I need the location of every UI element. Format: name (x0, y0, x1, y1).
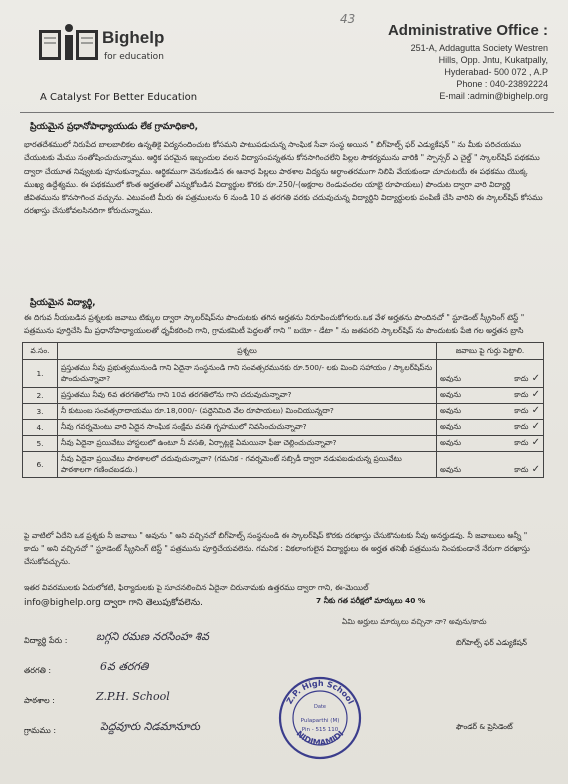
answer-yes-option[interactable]: అవును (440, 465, 462, 474)
student-name-label: విద్యార్థి పేరు : (24, 636, 68, 645)
marks-question: ఏమి అర్హులు మార్కులు వచ్చినా నా? అవును/కాదు (342, 617, 487, 626)
dear-student: ప్రియమైన విద్యార్థి, (30, 298, 96, 308)
office-phone: Phone : 040-23892224 (456, 79, 548, 89)
table-row (23, 452, 544, 478)
signatory-org: బిగ్‌హెల్ప్ ఫర్ ఎడ్యుకేషన్ (456, 638, 527, 647)
stamp-place: Pulaparthi (M) (300, 718, 340, 724)
office-address (338, 22, 548, 102)
col-question-header: ప్రశ్నలు (58, 343, 437, 360)
tagline: A Catalyst For Better Education (40, 92, 198, 103)
row-number: 5. (23, 436, 58, 452)
office-line1: 251-A, Addagutta Society Westren (410, 43, 548, 53)
row-answer (437, 436, 544, 452)
village-value: పెద్దవూరు నిడమానూరు (100, 720, 200, 733)
page-mark: 43 (340, 12, 356, 26)
row-number: 6. (23, 452, 58, 478)
answer-yes-option[interactable]: అవును (440, 406, 462, 415)
checkmark-icon: ✓ (528, 437, 540, 448)
row-number: 3. (23, 404, 58, 420)
stamp-top-text: Z.P. High School (284, 678, 356, 706)
col-answer-header: జవాబు పై గుర్తు పెట్టాలి. (437, 343, 544, 360)
office-line3: Hyderabad- 500 072 , A.P (444, 67, 548, 77)
row-question: నీవు ఏదైనా ప్రయివేటు హాస్టలులో ఉంటూ నీ వసతి, ఏర్పాట్లకై ఏమయినా ఫీజు చెల్లించుచున్నావా? (58, 436, 437, 452)
class-value: 6వ తరగతి (100, 660, 149, 673)
row-number: 1. (23, 360, 58, 388)
answer-yes-option[interactable]: అవును (440, 422, 462, 431)
student-name-value: బగ్గని రమణ నరసింహ శివ (96, 630, 209, 643)
checkmark-icon: ✓ (528, 464, 540, 475)
row-question: ప్రస్తుతము నీవు ప్రభుత్వమునుండి గాని ఏదైనా సంస్థనుండి గాని సంవత్సరమునకు రూ.500/- లకు మించి సహాయం / స్కాలర్‌షిప్‌ను పొందుచున్నావా? (58, 360, 437, 388)
school-label: పాఠశాల : (24, 696, 55, 705)
table-row (23, 436, 544, 452)
answer-no-option[interactable] (514, 390, 540, 401)
office-title: Administrative Office : (387, 22, 548, 39)
row-answer (437, 420, 544, 436)
answer-no-option[interactable] (514, 374, 540, 385)
row-answer (437, 404, 544, 420)
row-question: నీ కుటుంబ సంవత్సరాదాయము రూ.18,000/- (పద్దెనిమిది వేల రూపాయలు) మించియున్నదా? (58, 404, 437, 420)
salutation: ప్రియమైన ప్రధానోపాధ్యాయుడు లేక గ్రామాధికారి, (30, 122, 199, 132)
answer-no-label: కాదు (514, 438, 529, 447)
answer-no-label: కాదు (514, 374, 529, 383)
village-label: గ్రామము : (24, 726, 57, 735)
school-stamp (278, 676, 362, 760)
row-answer (437, 360, 544, 388)
stamp-bottom-text: NIDIMAMIDI (294, 729, 346, 748)
row-question: నీవు ఏదైనా ప్రయివేటు పాఠశాలలో చదువుచున్నావా? (గమనిక - గవర్నమెంట్ సబ్సిడీ ద్వారా నడుపబడుచున్న ప్రయివేటు పాఠశాలగా గణించబడదు.) (58, 452, 437, 478)
office-email: E-mail :admin@bighelp.org (439, 91, 548, 101)
col-number-header: వ.సం. (23, 343, 58, 360)
eligibility-table (22, 342, 544, 478)
table-header-row (23, 343, 544, 360)
table-row (23, 388, 544, 404)
school-value: Z.P.H. School (96, 690, 170, 703)
bighelp-logo (36, 20, 100, 68)
contact-paragraph: ఇతర వివరములకు ఏదులోకటి, ఫిర్యాదులకు పై సూచనలించిన ఏదైనా చిరునామకు ఉత్తరము ద్వారా గాని, ఈ-మెయిల్ (24, 583, 369, 592)
answer-no-label: కాదు (514, 390, 529, 399)
table-row (23, 360, 544, 388)
marks-note: 7 నీకు గత పరీక్షలో మార్కులు 40 % (316, 596, 426, 605)
checkmark-icon: ✓ (528, 373, 540, 384)
brand-subtitle: for education (104, 52, 164, 62)
brand-name: Bighelp (102, 28, 165, 47)
signatory-title: ఫౌండర్ & ప్రెసిడెంట్ (456, 722, 513, 731)
contact-email: info@bighelp.org ద్వారా గాని తెలుపుకోవలెను. (24, 598, 203, 608)
checkmark-icon: ✓ (528, 405, 540, 416)
svg-text:Z.P. High School (285, 679, 356, 706)
answer-no-option[interactable] (514, 422, 540, 433)
header-divider (20, 112, 554, 113)
checkmark-icon: ✓ (528, 389, 540, 400)
stamp-pin: Pin - 515 110 (301, 727, 339, 733)
instructions-paragraph: ఈ దిగువ నీయబడిన ప్రశ్నలకు జవాబు టిక్కుల ద్వారా స్కాలర్‌షిప్‌ను పొందుటకు తగిన అర్హతను నిరూపించుకోగలరు.ఒక వేళ అర్హతను పొందినచో " స్టూడెంట్ స్క్రీనింగ్ టెస్ట్ " పత్రమును పూర్తిచేసి మీ ప్రధానోపాధ్యాయులతో ధృవీకరించి గాని, గ్రామకమిటీ పెద్దలతో గాని " బయో - డేటా " ను జతపరచి స్కాలర్‌షిప్ ను పొందుటకు పేజి గల అర్హతన బ్రాసి (24, 313, 525, 336)
answer-no-option[interactable] (514, 465, 540, 476)
answer-yes-option[interactable]: అవును (440, 438, 462, 447)
checkmark-icon: ✓ (528, 421, 540, 432)
row-question: నీవు గవర్నమెంటు వారి ఏదైన సాంఘిక సంక్షేమ వసతి గృహములో నివసించుచున్నావా? (58, 420, 437, 436)
row-number: 2. (23, 388, 58, 404)
answer-no-label: కాదు (514, 422, 529, 431)
row-answer (437, 388, 544, 404)
answer-no-option[interactable] (514, 406, 540, 417)
stamp-date: Date (314, 704, 326, 710)
answer-no-label: కాదు (514, 406, 529, 415)
office-line2: Hills, Opp. Jntu, Kukatpally, (438, 55, 548, 65)
conditions-paragraph: పై వాటిలో ఏదేని ఒక ప్రశ్నకు నీ జవాబు " అవును " అని వచ్చినచో బిగ్‌హెల్ప్ సంస్థనుండి ఈ స్కాలర్‌షిప్ కొరకు దరఖాస్తు చేసుకొనుటకు నీవు అనర్హుడవు. నీ జవాబులు అన్నీ " కాదు " అని వచ్చినచో " స్టూడెంట్ స్క్రీనింగ్ టెస్ట్ " పత్రమును పూర్తిచేయవలెను. గమనిక : వికలాంగులైన విద్యార్థులు ఈ అర్హత తనిఖీ పత్రమును నింపకుండానే నేరుగా దరఖాస్తు చేసుకోవచ్చును. (24, 531, 530, 566)
row-answer (437, 452, 544, 478)
table-row (23, 420, 544, 436)
row-number: 4. (23, 420, 58, 436)
answer-no-label: కాదు (514, 465, 529, 474)
row-question: ప్రస్తుతము నీవు 6వ తరగతిలోను గాని 10వ తరగతిలోను గాని చదువుచున్నావా? (58, 388, 437, 404)
intro-paragraph: భారతదేశములో నిరుపేద బాలబాలికల ఉన్నతికై విద్యనందించుట కోసమని పాటుపడుచున్న సాంఘిక సేవా సంస్థ అయిన " బిగ్‌హెల్ప్ ఫర్ ఎడ్యుకేషన్ " ను మీకు పరిచయము చేయుటకు మేము సంతోషించుచున్నాము. ఆర్థిక పరమైన ఇబ్బందుల వలన విద్యాసంపన్నతను కోనసాగించలేని పిల్లల సౌకర్యమును వారికి " స్పాన్సర్ ఎ చైల్డ్ " స్కాలర్‌షిప్ పథకము ద్వారా చేయూత నివ్వుటకు పూనుకున్నాము. ఆర్థికముగా వెనుకబడిన ఈ ఆనాధ పిల్లలు పాఠశాల విద్యను అర్ధాంతరముగా నిలిపి వేయకుండా చూచుటయే ఈ పథకము యొక్క ముఖ్య ఉద్దేశ్యము. ఈ పథకములో కొంత అర్హతలతో ఎన్నుకోబడిన విద్యార్థుల కొరకు రూ.250/-(అక్షరాల రెండువందల యాభై రూపాయలు) పొందుట ద్వారా వారి విద్యార్థి జీవితమును కొనసాగించ వచ్చును. ఎటువంటి మీరు ఈ పత్రములను 6 నుండి 10 వ తరగతి వరకు చదువుచున్న విద్యార్థిని విద్యార్థులకు పంపిణీ చేసి వారిని ఈ స్కాలర్‌షిప్ కోసము దరఖాస్తు చేసుకోవలసినదిగా కోరుచున్నాము. (24, 140, 543, 216)
class-label: తరగతి : (24, 666, 52, 675)
answer-yes-option[interactable]: అవును (440, 374, 462, 383)
table-row (23, 404, 544, 420)
answer-no-option[interactable] (514, 438, 540, 449)
answer-yes-option[interactable]: అవును (440, 390, 462, 399)
